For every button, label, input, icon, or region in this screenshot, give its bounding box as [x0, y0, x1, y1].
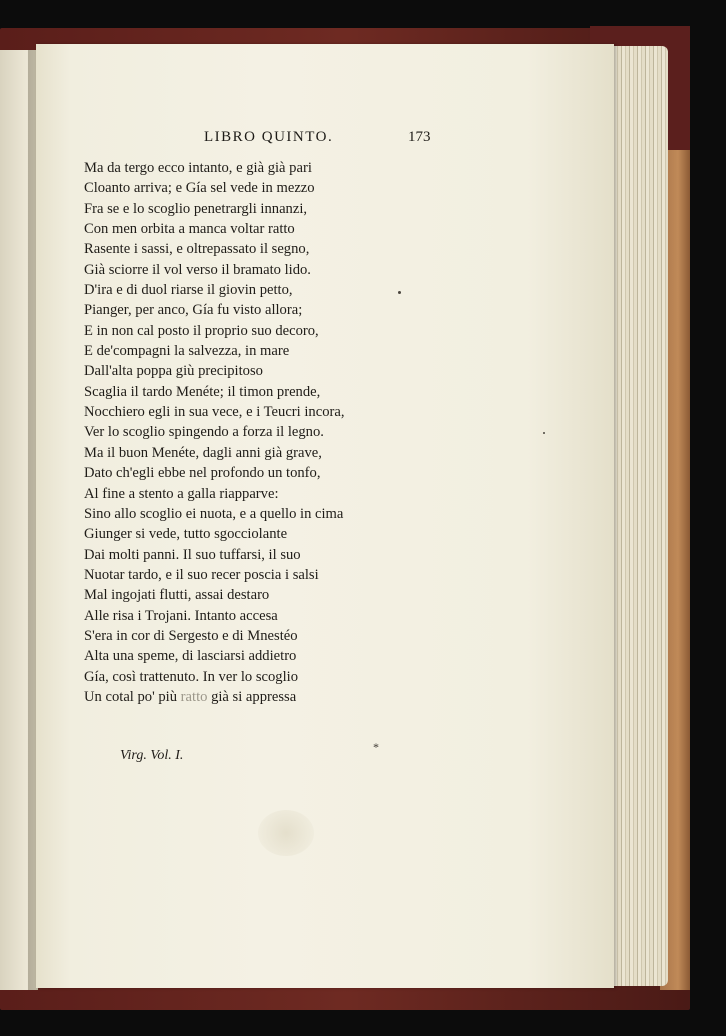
verse-line: Ma da tergo ecco intanto, e già già pari	[84, 160, 312, 176]
paper-stain	[258, 810, 314, 856]
page-header	[168, 129, 438, 153]
verse-list	[84, 158, 424, 707]
verse-line: Mal ingojati flutti, assai destaro	[84, 587, 270, 604]
verse-line: Nuotar tardo, e il suo recer poscia i salsi	[84, 566, 319, 583]
verse-line: D'ira e di duol riarse il giovin petto,	[84, 282, 293, 299]
verse-line: Fra se e lo scoglio penetrargli innanzi,	[84, 200, 308, 217]
verse-line: Ma il buon Menéte, dagli anni già grave,	[84, 444, 322, 461]
ink-speck	[398, 291, 401, 294]
verse-line: Giunger si vede, tutto sgocciolante	[84, 526, 288, 543]
verse-line: Dato ch'egli ebbe nel profondo un tonfo,	[84, 465, 321, 482]
verse-line: Pianger, per anco, Gía fu visto allora;	[84, 302, 303, 319]
verse-line: Scaglia il tardo Menéte; il timon prende,	[84, 383, 321, 400]
page-edges	[606, 46, 668, 986]
verse-line: Nocchiero egli in sua vece, e i Teucri incora,	[84, 404, 345, 421]
printer-signature: Virg. Vol. I.	[120, 748, 184, 763]
running-head: LIBRO QUINTO.	[204, 129, 334, 145]
verse-text-faded: ratto	[180, 688, 208, 705]
verse-line: Al fine a stento a galla riapparve:	[84, 485, 279, 502]
page-number: 173	[408, 129, 431, 145]
verse-line: Alle risa i Trojani. Intanto accesa	[84, 607, 278, 624]
verse-text: Un cotal po' più	[84, 688, 181, 705]
verse-line: Gía, così trattenuto. In ver lo scoglio	[84, 668, 298, 685]
verse-line: Dall'alta poppa giù precipitoso	[84, 363, 263, 380]
verse-line: Già sciorre il vol verso il bramato lido.	[84, 261, 311, 278]
verse-line: Ver lo scoglio spingendo a forza il legno.	[84, 424, 324, 441]
verse-line: Cloanto arriva; e Gía sel vede in mezzo	[84, 180, 315, 197]
verse-text: già si appressa	[207, 688, 297, 705]
verse-line-last	[84, 687, 424, 707]
verse-line: S'era in cor di Sergesto e di Mnestéo	[84, 627, 298, 644]
signature-mark: *	[373, 740, 379, 754]
verse-line: Alta una speme, di lasciarsi addietro	[84, 648, 297, 665]
verse-line: Sino allo scoglio ei nuota, e a quello in cima	[84, 505, 344, 522]
verse-line: Dai molti panni. Il suo tuffarsi, il suo	[84, 546, 301, 563]
ink-speck	[543, 432, 545, 434]
verse-line: E in non cal posto il proprio suo decoro,	[84, 322, 319, 339]
verse-line: Rasente i sassi, e oltrepassato il segno,	[84, 241, 310, 258]
verse-line: E de'compagni la salvezza, in mare	[84, 343, 290, 360]
verse-line: Con men orbita a manca voltar ratto	[84, 221, 295, 238]
